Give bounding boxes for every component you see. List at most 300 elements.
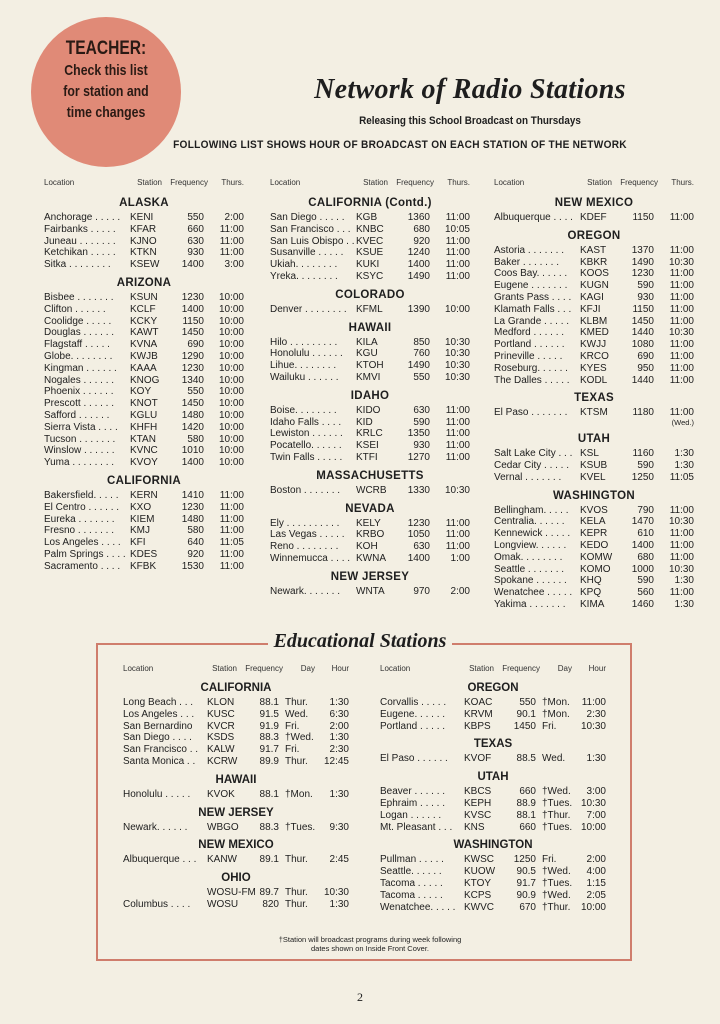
station-location: Reno . . . . . . . . — [270, 541, 339, 553]
station-call-sign: KMJ — [130, 525, 150, 537]
broadcast-hour: 10:00 — [218, 362, 244, 374]
station-row — [494, 268, 694, 280]
station-row — [44, 434, 244, 446]
station-location: Eureka . . . . . . . — [44, 513, 115, 525]
station-frequency: 1490 — [407, 360, 430, 372]
station-call-sign: KUOW — [464, 866, 496, 878]
state-heading: OREGON — [467, 682, 519, 694]
station-location: Klamath Falls . . . — [494, 303, 572, 315]
station-location: Vernal . . . . . . . — [494, 471, 562, 483]
station-frequency: 690 — [187, 339, 204, 351]
station-call-sign: WNTA — [356, 585, 385, 597]
station-location: Boston . . . . . . . — [270, 484, 341, 496]
broadcast-hour: 11:00 — [445, 247, 470, 259]
state-heading: UTAH — [577, 433, 611, 446]
station-frequency: 680 — [413, 223, 430, 235]
station-location: Tucson . . . . . . . — [44, 433, 116, 445]
broadcast-hour: 11:00 — [669, 350, 694, 362]
station-row — [123, 756, 349, 768]
station-call-sign: KAGI — [580, 291, 604, 303]
station-location: La Grande . . . . . — [494, 315, 570, 327]
station-location: Globe. . . . . . . . — [44, 350, 113, 362]
station-location: Twin Falls . . . . . — [270, 451, 343, 463]
station-location: Pocatello. . . . . . — [270, 440, 342, 452]
page-number: 2 — [357, 990, 363, 1004]
station-call-sign: KIEM — [130, 513, 155, 525]
station-frequency: 1270 — [407, 451, 430, 463]
station-call-sign: KUKI — [356, 259, 380, 271]
station-call-sign: KODL — [580, 374, 608, 386]
station-frequency: 660 — [519, 786, 536, 798]
station-call-sign: KPQ — [580, 587, 602, 599]
station-row — [44, 247, 244, 259]
station-call-sign: KFI — [130, 537, 146, 549]
station-call-sign: KSUE — [356, 247, 384, 259]
station-frequency: 88.3 — [259, 732, 279, 744]
station-frequency: 820 — [262, 898, 279, 910]
broadcast-hour: 1:30 — [329, 898, 349, 910]
station-location: Baker . . . . . . . — [494, 256, 560, 268]
station-location: Douglas . . . . . . — [44, 327, 115, 339]
station-call-sign: KNOT — [130, 398, 158, 410]
station-location: Newark. . . . . . . — [270, 585, 341, 597]
broadcast-hour: 1:30 — [674, 575, 694, 587]
station-frequency: 920 — [187, 548, 204, 560]
station-call-sign: KENI — [130, 212, 154, 223]
station-call-sign: KOMW — [580, 551, 613, 563]
broadcast-hour: 10:00 — [444, 303, 470, 315]
broadcast-hour: 11:00 — [669, 212, 694, 223]
station-row — [270, 372, 470, 384]
station-row — [494, 599, 694, 611]
broadcast-hour: 11:00 — [445, 541, 470, 553]
station-call-sign: KIMA — [580, 598, 605, 610]
broadcast-hour: 11:00 — [445, 212, 470, 223]
broadcast-hour: 1:15 — [586, 877, 606, 889]
station-call-sign: KVOS — [580, 504, 608, 516]
station-call-sign: KTFI — [356, 451, 378, 463]
station-call-sign: KVEC — [356, 235, 384, 247]
station-row — [123, 744, 349, 756]
station-frequency: 88.1 — [516, 809, 536, 821]
station-call-sign: KNOG — [130, 374, 160, 386]
educational-title-text: Educational Stations — [268, 630, 453, 652]
station-frequency: 1450 — [181, 327, 204, 339]
station-row — [380, 798, 606, 810]
station-call-sign: KGU — [356, 348, 378, 360]
station-location: Los Angeles . . . — [123, 708, 195, 720]
station-frequency: 91.5 — [259, 708, 279, 720]
station-row — [44, 292, 244, 304]
broadcast-day: †Tues. — [542, 797, 573, 809]
station-location: Yreka. . . . . . . . — [270, 270, 338, 282]
station-row — [494, 472, 694, 484]
station-location: Wailuku . . . . . . — [270, 371, 339, 383]
station-location: Newark. . . . . . — [123, 821, 188, 833]
broadcast-hour: 10:00 — [218, 339, 244, 351]
station-frequency: 970 — [413, 585, 430, 597]
station-row — [270, 236, 470, 248]
station-frequency: 88.1 — [259, 697, 279, 708]
station-row — [494, 327, 694, 339]
station-call-sign: KILA — [356, 336, 378, 348]
station-location: Astoria . . . . . . . — [494, 244, 565, 256]
station-location: Columbus . . . . — [123, 898, 191, 910]
state-heading: TEXAS — [473, 738, 513, 751]
broadcast-day: Wed. — [542, 753, 566, 765]
station-frequency: 550 — [519, 697, 536, 708]
station-frequency: 580 — [187, 433, 204, 445]
station-row — [44, 327, 244, 339]
header-label: Station — [363, 178, 388, 187]
station-call-sign: KSEI — [356, 440, 379, 452]
broadcast-day: †Thur. — [542, 901, 571, 913]
station-row — [270, 541, 470, 553]
broadcast-hour: 11:00 — [669, 539, 694, 551]
station-row — [494, 448, 694, 460]
station-location: Susanville . . . . . — [270, 247, 344, 259]
station-location: The Dalles . . . . . — [494, 374, 570, 386]
network-column-1 — [44, 177, 244, 573]
station-call-sign: KTKN — [130, 247, 157, 259]
station-call-sign: KTSM — [580, 407, 608, 419]
station-call-sign: KCLF — [130, 303, 156, 315]
station-frequency: 1050 — [407, 529, 430, 541]
station-location: Flagstaff . . . . . — [44, 339, 110, 351]
station-call-sign: KJNO — [130, 235, 157, 247]
broadcast-hour: 10:30 — [668, 563, 694, 575]
station-frequency: 590 — [413, 416, 430, 428]
station-call-sign: KTOY — [464, 877, 492, 889]
station-location: Nogales . . . . . . — [44, 374, 115, 386]
broadcast-hour: 10:30 — [323, 887, 349, 899]
station-location: Yuma . . . . . . . . — [44, 457, 115, 469]
station-row — [44, 363, 244, 375]
broadcast-hour: 2:00 — [450, 585, 470, 597]
station-frequency: 88.5 — [516, 753, 536, 765]
station-call-sign: KMVI — [356, 371, 381, 383]
broadcast-hour: 11:00 — [445, 451, 470, 463]
station-row — [494, 587, 694, 599]
station-location: Los Angeles . . . . — [44, 537, 121, 549]
header-label: Hour — [331, 664, 349, 673]
station-call-sign: KBPS — [464, 720, 491, 732]
broadcast-hour: 11:00 — [669, 339, 694, 351]
station-call-sign: KERN — [130, 489, 158, 501]
station-row — [44, 525, 244, 537]
station-location: Ukiah. . . . . . . . — [270, 259, 338, 271]
broadcast-hour: 11:00 — [445, 259, 470, 271]
broadcast-hour: 10:00 — [218, 315, 244, 327]
station-location: Sacramento . . . . — [44, 560, 121, 572]
station-frequency: 1230 — [407, 517, 430, 529]
station-frequency: 690 — [637, 350, 654, 362]
station-location: Eugene . . . . . . . — [494, 280, 568, 292]
station-frequency: 1400 — [407, 552, 430, 564]
column-header — [494, 177, 694, 191]
broadcast-hour: 7:00 — [586, 809, 606, 821]
station-frequency: 1410 — [181, 489, 204, 501]
station-location: Bellingham. . . . . — [494, 504, 569, 516]
station-frequency: 580 — [187, 525, 204, 537]
broadcast-hour: 10:30 — [668, 327, 694, 339]
station-frequency: 1450 — [181, 398, 204, 410]
station-location: Spokane . . . . . . — [494, 575, 567, 587]
station-frequency: 1010 — [181, 445, 204, 457]
station-row — [44, 502, 244, 514]
state-heading: NEW MEXICO — [198, 839, 274, 852]
station-location: Anchorage . . . . . — [44, 212, 121, 223]
station-call-sign: KCKY — [130, 315, 158, 327]
station-frequency: 930 — [413, 440, 430, 452]
station-frequency: 1290 — [181, 350, 204, 362]
station-location — [123, 887, 207, 899]
broadcast-hour: 10:00 — [218, 291, 244, 303]
station-frequency: 1470 — [631, 516, 654, 528]
station-location: Lewiston . . . . . . — [270, 428, 343, 440]
broadcast-hour: 10:00 — [218, 350, 244, 362]
station-row — [44, 398, 244, 410]
station-row — [44, 561, 244, 573]
broadcast-hour: 10:00 — [218, 374, 244, 386]
station-location: Tacoma . . . . . — [380, 877, 443, 889]
broadcast-hour: 2:45 — [329, 854, 349, 866]
station-frequency: 1420 — [181, 421, 204, 433]
station-call-sign: KYES — [580, 362, 607, 374]
station-location: Cedar City . . . . . — [494, 459, 570, 471]
broadcast-day: Thur. — [285, 898, 308, 910]
broadcast-hour: 11:00 — [445, 235, 470, 247]
station-location: Prineville . . . . . — [494, 350, 563, 362]
broadcast-hour: 11:00 — [669, 280, 694, 292]
station-call-sign: KBCS — [464, 786, 492, 798]
station-call-sign: KSL — [580, 448, 599, 460]
station-row — [44, 457, 244, 469]
state-heading: WASHINGTON — [552, 489, 635, 502]
station-call-sign: KSYC — [356, 270, 384, 282]
station-call-sign: KSUN — [130, 291, 158, 303]
station-frequency: 1530 — [181, 560, 204, 572]
station-row — [44, 212, 244, 224]
header-label: Location — [380, 664, 411, 673]
station-location: Palm Springs . . . . — [44, 548, 126, 560]
page-title: Network of Radio Stations — [314, 74, 626, 105]
header-label: Frequency — [502, 664, 540, 673]
station-row — [494, 339, 694, 351]
teacher-line: for station and — [63, 83, 149, 100]
state-heading: COLORADO — [335, 288, 405, 301]
station-row — [270, 428, 470, 440]
station-call-sign: KTAN — [130, 433, 156, 445]
footnote-line: dates shown on Inside Front Cover. — [311, 944, 429, 953]
broadcast-hour: 10:00 — [580, 821, 606, 833]
station-frequency: 90.5 — [516, 866, 536, 878]
station-row — [494, 540, 694, 552]
station-location: Kennewick . . . . . — [494, 528, 571, 540]
header-label: Thurs. — [447, 178, 470, 187]
station-location: Seattle. . . . . . — [380, 866, 442, 878]
station-frequency: 1390 — [407, 303, 430, 315]
station-frequency: 590 — [637, 280, 654, 292]
station-row — [270, 337, 470, 349]
station-row — [270, 259, 470, 271]
broadcast-hour: 10:00 — [218, 386, 244, 398]
broadcast-hour: 11:00 — [445, 270, 470, 282]
station-row — [270, 529, 470, 541]
station-call-sign: KVOK — [207, 788, 235, 800]
station-location: Yakima . . . . . . . — [494, 598, 566, 610]
station-row — [44, 339, 244, 351]
broadcast-hour: 11:05 — [219, 537, 244, 549]
state-heading: NEW MEXICO — [554, 197, 634, 209]
station-frequency: 1480 — [181, 513, 204, 525]
station-call-sign: KID — [356, 416, 373, 428]
station-row — [494, 316, 694, 328]
station-row — [494, 351, 694, 363]
station-call-sign: KFJI — [580, 303, 601, 315]
station-frequency: 1080 — [631, 339, 654, 351]
station-row — [44, 386, 244, 398]
station-call-sign: KCRW — [207, 755, 238, 767]
station-location: Long Beach . . . — [123, 697, 194, 708]
station-row — [44, 445, 244, 457]
station-location: Coolidge . . . . . — [44, 315, 112, 327]
station-row — [270, 304, 470, 316]
station-call-sign: KGLU — [130, 409, 158, 421]
station-frequency: 1440 — [631, 374, 654, 386]
station-location: Kingman . . . . . . — [44, 362, 117, 374]
station-location: Logan . . . . . . — [380, 809, 442, 821]
broadcast-hour: 11:00 — [581, 697, 606, 708]
station-call-sign: KXO — [130, 501, 152, 513]
station-call-sign: WOSU-FM — [207, 887, 256, 899]
broadcast-hour: 11:00 — [219, 525, 244, 537]
station-location: Seattle . . . . . . . — [494, 563, 565, 575]
header-label: Day — [300, 664, 315, 673]
station-call-sign: KSUB — [580, 459, 608, 471]
header-label: Frequency — [170, 178, 208, 187]
broadcast-hour: 11:05 — [669, 471, 694, 483]
broadcast-hour: 11:00 — [669, 528, 694, 540]
station-frequency: 88.9 — [516, 797, 536, 809]
station-frequency: 680 — [637, 551, 654, 563]
station-frequency: 630 — [413, 404, 430, 416]
state-heading: CALIFORNIA — [200, 682, 272, 694]
station-row — [270, 348, 470, 360]
station-location: Clifton . . . . . . — [44, 303, 106, 315]
teacher-line: Check this list — [64, 62, 148, 79]
broadcast-day: Wed. — [285, 708, 309, 720]
broadcast-hour: 3:00 — [586, 786, 606, 798]
broadcast-hour: 11:00 — [669, 315, 694, 327]
station-row — [44, 549, 244, 561]
station-frequency: 1150 — [182, 315, 204, 327]
station-frequency: 590 — [637, 459, 654, 471]
station-call-sign: KDES — [130, 548, 158, 560]
station-location: Prescott . . . . . . — [44, 398, 115, 410]
station-call-sign: WOSU — [207, 898, 239, 910]
broadcast-day: Fri. — [285, 744, 300, 756]
station-call-sign: KGB — [356, 212, 378, 223]
station-frequency: 1150 — [632, 212, 654, 223]
station-row — [270, 518, 470, 530]
broadcast-hour: 11:00 — [669, 268, 694, 280]
column-header — [123, 663, 349, 676]
station-location: Ely . . . . . . . . . . — [270, 517, 340, 529]
station-call-sign: KRVM — [464, 708, 493, 720]
broadcast-day: †Tues. — [542, 821, 573, 833]
teacher-line: time changes — [66, 104, 146, 121]
station-row — [123, 709, 349, 721]
station-frequency: 1490 — [631, 256, 654, 268]
station-location: Denver . . . . . . . . — [270, 303, 347, 315]
station-call-sign: KVNC — [130, 445, 158, 457]
station-location: Ephraim . . . . . — [380, 797, 446, 809]
station-location: Wenatchee. . . . . — [380, 901, 456, 913]
station-call-sign: KEDO — [580, 539, 609, 551]
station-row — [270, 405, 470, 417]
station-location: Phoenix . . . . . . — [44, 386, 114, 398]
header-label: Station — [212, 664, 237, 673]
broadcast-hour: 1:00 — [450, 552, 470, 564]
footnote — [160, 935, 580, 953]
station-row — [494, 257, 694, 269]
station-frequency: 91.9 — [259, 720, 279, 732]
station-call-sign: KAST — [580, 244, 607, 256]
state-heading: NEW JERSEY — [198, 806, 274, 819]
station-frequency: 90.9 — [516, 889, 536, 901]
broadcast-day: †Wed. — [542, 786, 571, 798]
station-call-sign: KELY — [356, 517, 381, 529]
station-location: Hilo . . . . . . . . . — [270, 336, 338, 348]
station-row — [44, 304, 244, 316]
station-call-sign: KUGN — [580, 280, 609, 292]
station-location: San Diego . . . . — [123, 732, 192, 744]
station-call-sign: KEPR — [580, 528, 608, 540]
station-frequency: 560 — [637, 587, 654, 599]
broadcast-hour: 1:30 — [674, 448, 694, 460]
station-row — [270, 485, 470, 497]
broadcast-hour: 2:00 — [586, 854, 606, 866]
state-heading: CALIFORNIA — [107, 474, 181, 487]
broadcast-hour: 10:00 — [218, 445, 244, 457]
station-row — [270, 440, 470, 452]
broadcast-hour: 1:30 — [329, 732, 349, 744]
broadcast-hour: 2:30 — [329, 744, 349, 756]
broadcast-hour: 10:30 — [668, 516, 694, 528]
station-call-sign: WBGO — [207, 821, 239, 833]
broadcast-hour: 10:00 — [580, 901, 606, 913]
station-row — [270, 271, 470, 283]
station-location: Juneau . . . . . . . — [44, 235, 116, 247]
station-call-sign: KWNA — [356, 552, 386, 564]
station-frequency: 760 — [413, 348, 430, 360]
station-call-sign: KFBK — [130, 560, 157, 572]
state-heading: HAWAII — [348, 321, 392, 334]
broadcast-day: †Wed. — [542, 889, 571, 901]
header-label: Location — [44, 178, 75, 187]
header-label: Thurs. — [221, 178, 244, 187]
broadcast-hour: 1:30 — [586, 753, 606, 765]
broadcast-hour: 6:30 — [329, 708, 349, 720]
station-call-sign: KRCO — [580, 350, 609, 362]
footnote-line: †Station will broadcast programs during week following — [278, 935, 462, 944]
header-label: Location — [494, 178, 525, 187]
station-frequency: 90.1 — [516, 708, 536, 720]
broadcast-hour: 10:30 — [668, 256, 694, 268]
station-location: Pullman . . . . . — [380, 854, 444, 866]
broadcast-hour: 9:30 — [329, 821, 349, 833]
